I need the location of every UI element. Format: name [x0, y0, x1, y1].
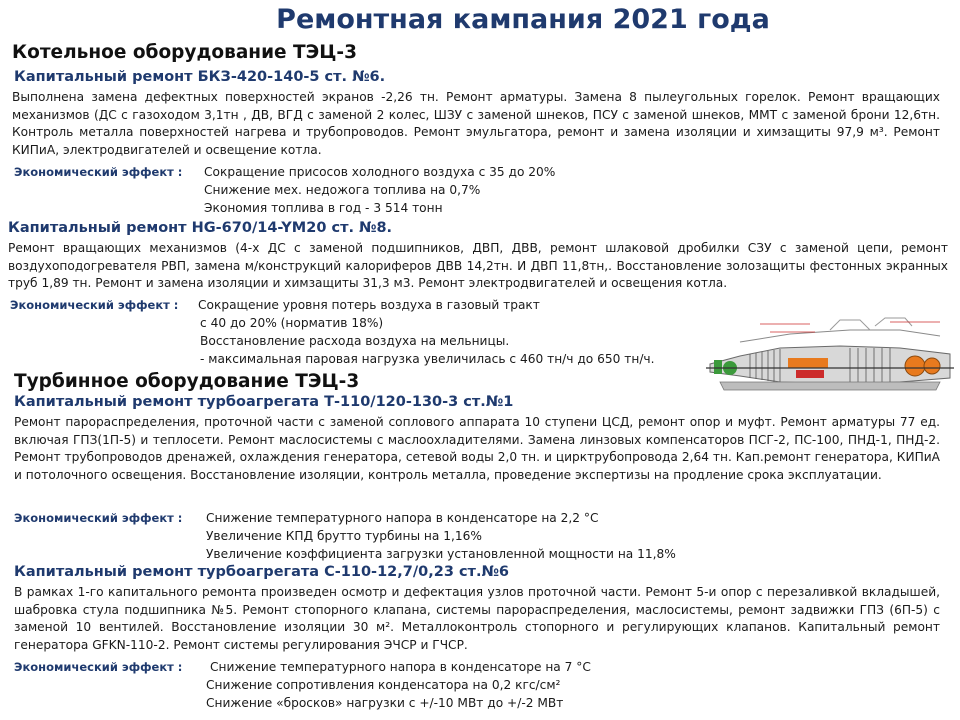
boiler-unit1-text: Выполнена замена дефектных поверхностей экранов -2,26 тн. Ремонт арматуры. Замена 8 пылеугольных горелок. Ремонт вращающих механизмов (ДС с газоходом 3,1тн , ДВ, ВГД с заменой 2 колес, ШЗУ с заменой шнеков, ПСУ с заменой шнеков, ММТ с заменой брони 12,6тн. Контроль металла поверхностей нагрева и трубопроводов. Ремонт эмульгатора, ремонт и замена изоляции и химзащиты 97,9 м³. Ремонт КИПиА, электродвигателей и освещение котла. [12, 90, 940, 157]
turbine-unit1-effect-3: Увеличение коэффициента загрузки установленной мощности на 11,8% [206, 547, 676, 561]
turbine-unit2-effect-2: Снижение сопротивления конденсатора на 0,2 кгс/см² [206, 678, 561, 692]
boiler-section-heading: Котельное оборудование ТЭЦ-3 [12, 42, 357, 63]
boiler-unit2-text: Ремонт вращающих механизмов (4-х ДС с заменой подшипников, ДВП, ДВВ, ремонт шлаковой дробилки СЗУ с заменой цепи, ремонт воздухоподогревателя РВП, замена м/конструкций калориферов ДВВ 14,2тн. И ДВП 11,8тн,. Восстановление золозащиты фестонных экранных труб 1,89 тн. Ремонт и замена изоляции и химзащиты 31,3 м3. Ремонт электродвигателей и освещения котла. [8, 241, 948, 291]
turbine-unit2-effect-3: Снижение «бросков» нагрузки с +/-10 МВт до +/-2 МВт [206, 696, 564, 710]
boiler-unit2-title: Капитальный ремонт HG-670/14-YM20 ст. №8. [8, 220, 393, 236]
turbine-unit1-effect-label: Экономический эффект : [14, 511, 183, 525]
turbine-unit2-text: В рамках 1-го капитального ремонта произведен осмотр и дефектация узлов проточной части. Ремонт 5-и опор с перезаливкой вкладышей, шабровка стула подшипника №5. Ремонт стопорного клапана, системы парораспределения, маслосистемы, ремонт задвижки ГПЗ (6П-5) с заменой 10 вентилей. Восстановление изоляции 30 м². Металлоконтроль стопорного и регулирующих клапанов. Капитальный ремонт генератора GFKN-110-2. Ремонт системы регулирования ЭЧСР и ГЧСР. [14, 585, 940, 652]
turbine-unit1-title: Капитальный ремонт турбоагрегата Т-110/120-130-3 ст.№1 [14, 394, 514, 410]
boiler-unit2-effect-label: Экономический эффект : [10, 298, 179, 312]
boiler-unit2-effect-3: Восстановление расхода воздуха на мельницы. [200, 334, 510, 348]
boiler-unit1-effect-2: Снижение мех. недожога топлива на 0,7% [204, 183, 481, 197]
turbine-unit1-text: Ремонт парораспределения, проточной части с заменой соплового аппарата 10 ступени ЦСД, ремонт опор и муфт. Ремонт арматуры 77 ед. включая ГПЗ(1П-5) и теплосети. Ремонт маслосистемы с маслоохладителями. Замена линзовых компенсаторов ПСГ-2, ПС-100, ПНД-1, ПНД-2. Ремонт трубопроводов дренажей, охлаждения генератора, сетевой воды 2,0 тн. и цирктрубопровода 2,64 тн. Кап.ремонт генератора, КИПиА и потолочного освещения. Восстановление изоляции, контроль металла, проведение экспертизы на продление срока эксплуатации. [14, 415, 940, 482]
turbine-section-heading: Турбинное оборудование ТЭЦ-3 [14, 371, 360, 392]
boiler-unit2-effect-1: Сокращение уровня потерь воздуха в газовый тракт [198, 298, 540, 312]
turbine-unit2-title: Капитальный ремонт турбоагрегата С-110-12,7/0,23 ст.№6 [14, 564, 510, 580]
boiler-unit1-effect-3: Экономия топлива в год - 3 514 тонн [204, 201, 443, 215]
boiler-unit1-effect-1: Сокращение присосов холодного воздуха с 35 до 20% [204, 165, 556, 179]
turbine-unit2-effect-1: Снижение температурного напора в конденсаторе на 7 °С [210, 660, 591, 674]
turbine-diagram-icon [700, 312, 958, 396]
boiler-unit2-effect-4: - максимальная паровая нагрузка увеличилась с 460 тн/ч до 650 тн/ч. [200, 352, 655, 366]
turbine-unit1-effect-1: Снижение температурного напора в конденсаторе на 2,2 °С [206, 511, 599, 525]
turbine-unit2-effect-label: Экономический эффект : [14, 660, 183, 674]
turbine-unit1-effect-2: Увеличение КПД брутто турбины на 1,16% [206, 529, 482, 543]
boiler-unit1-title: Капитальный ремонт БКЗ-420-140-5 ст. №6. [14, 69, 386, 85]
page-title: Ремонтная кампания 2021 года [276, 4, 770, 35]
boiler-unit2-effect-2: с 40 до 20% (норматив 18%) [200, 316, 384, 330]
boiler-unit1-effect-label: Экономический эффект : [14, 165, 183, 179]
